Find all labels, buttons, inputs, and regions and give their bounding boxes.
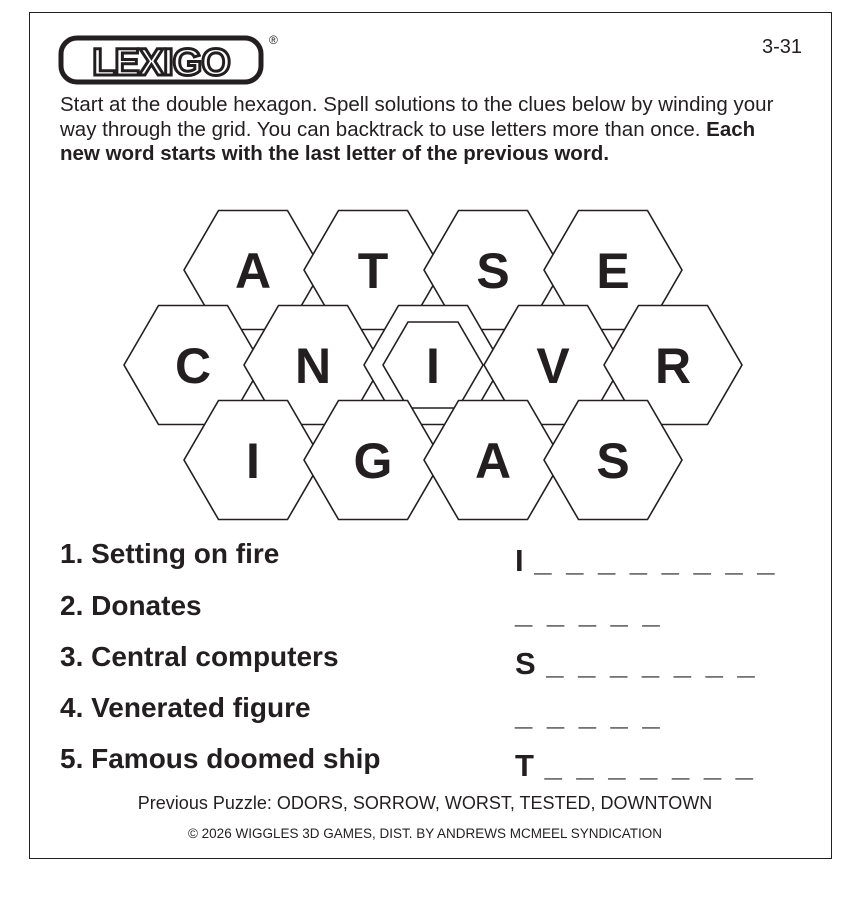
hex-letter: A	[474, 433, 512, 489]
clue-2: 2. Donates	[60, 590, 202, 621]
lexigo-logo	[58, 30, 283, 90]
hex-letter: I	[426, 338, 440, 394]
hex-letter: N	[294, 338, 332, 394]
previous-puzzle-answers: Previous Puzzle: ODORS, SORROW, WORST, TESTED, DOWNTOWN	[137, 793, 713, 813]
hex-letter: S	[596, 433, 630, 489]
answer-blanks: _ _ _ _ _ _ _ _	[534, 543, 778, 578]
hex-letter: G	[353, 433, 393, 489]
instructions-bold-text: Each new word starts with the last letter of the previous word.	[60, 117, 756, 165]
hex-letter: R	[654, 338, 692, 394]
hex-letter: I	[246, 433, 260, 489]
answer-slot-5[interactable]	[515, 748, 756, 784]
hex-letter: C	[174, 338, 212, 394]
answer-given-letter: T	[515, 748, 545, 783]
answer-blanks: _ _ _ _ _	[515, 697, 663, 732]
copyright: © 2026 WIGGLES 3D GAMES, DIST. BY ANDREWS MCMEEL SYNDICATION	[187, 826, 663, 841]
answer-given-letter: S	[515, 646, 547, 681]
hex-letter: E	[596, 243, 630, 299]
registered-mark: ®	[269, 33, 278, 47]
clue-1: 1. Setting on fire	[60, 538, 280, 569]
logo-wordmark: LEXIGO	[92, 42, 230, 84]
instructions	[60, 93, 800, 167]
answer-blanks: _ _ _ _ _ _ _	[546, 646, 758, 681]
answer-blanks: _ _ _ _ _	[515, 595, 663, 630]
puzzle-id: 3-31	[761, 36, 802, 58]
clue-5: 5. Famous doomed ship	[60, 743, 381, 774]
hex-letter: A	[234, 243, 272, 299]
answer-blanks: _ _ _ _ _ _ _	[544, 748, 756, 783]
hex-letter: S	[476, 243, 510, 299]
answer-slot-4[interactable]	[515, 697, 663, 733]
answer-slot-1[interactable]	[515, 543, 777, 579]
hex-letter: V	[536, 338, 570, 394]
answer-given-letter: I	[515, 543, 535, 578]
clue-3: 3. Central computers	[60, 641, 339, 672]
answer-slot-3[interactable]	[515, 646, 758, 682]
hex-letter: T	[357, 243, 389, 299]
answer-slot-2[interactable]	[515, 595, 663, 631]
clue-4: 4. Venerated figure	[60, 692, 311, 723]
instructions-text: Start at the double hexagon. Spell solutions to the clues below by winding your way through the grid. You can backtrack to use letters more than once.	[60, 93, 774, 141]
